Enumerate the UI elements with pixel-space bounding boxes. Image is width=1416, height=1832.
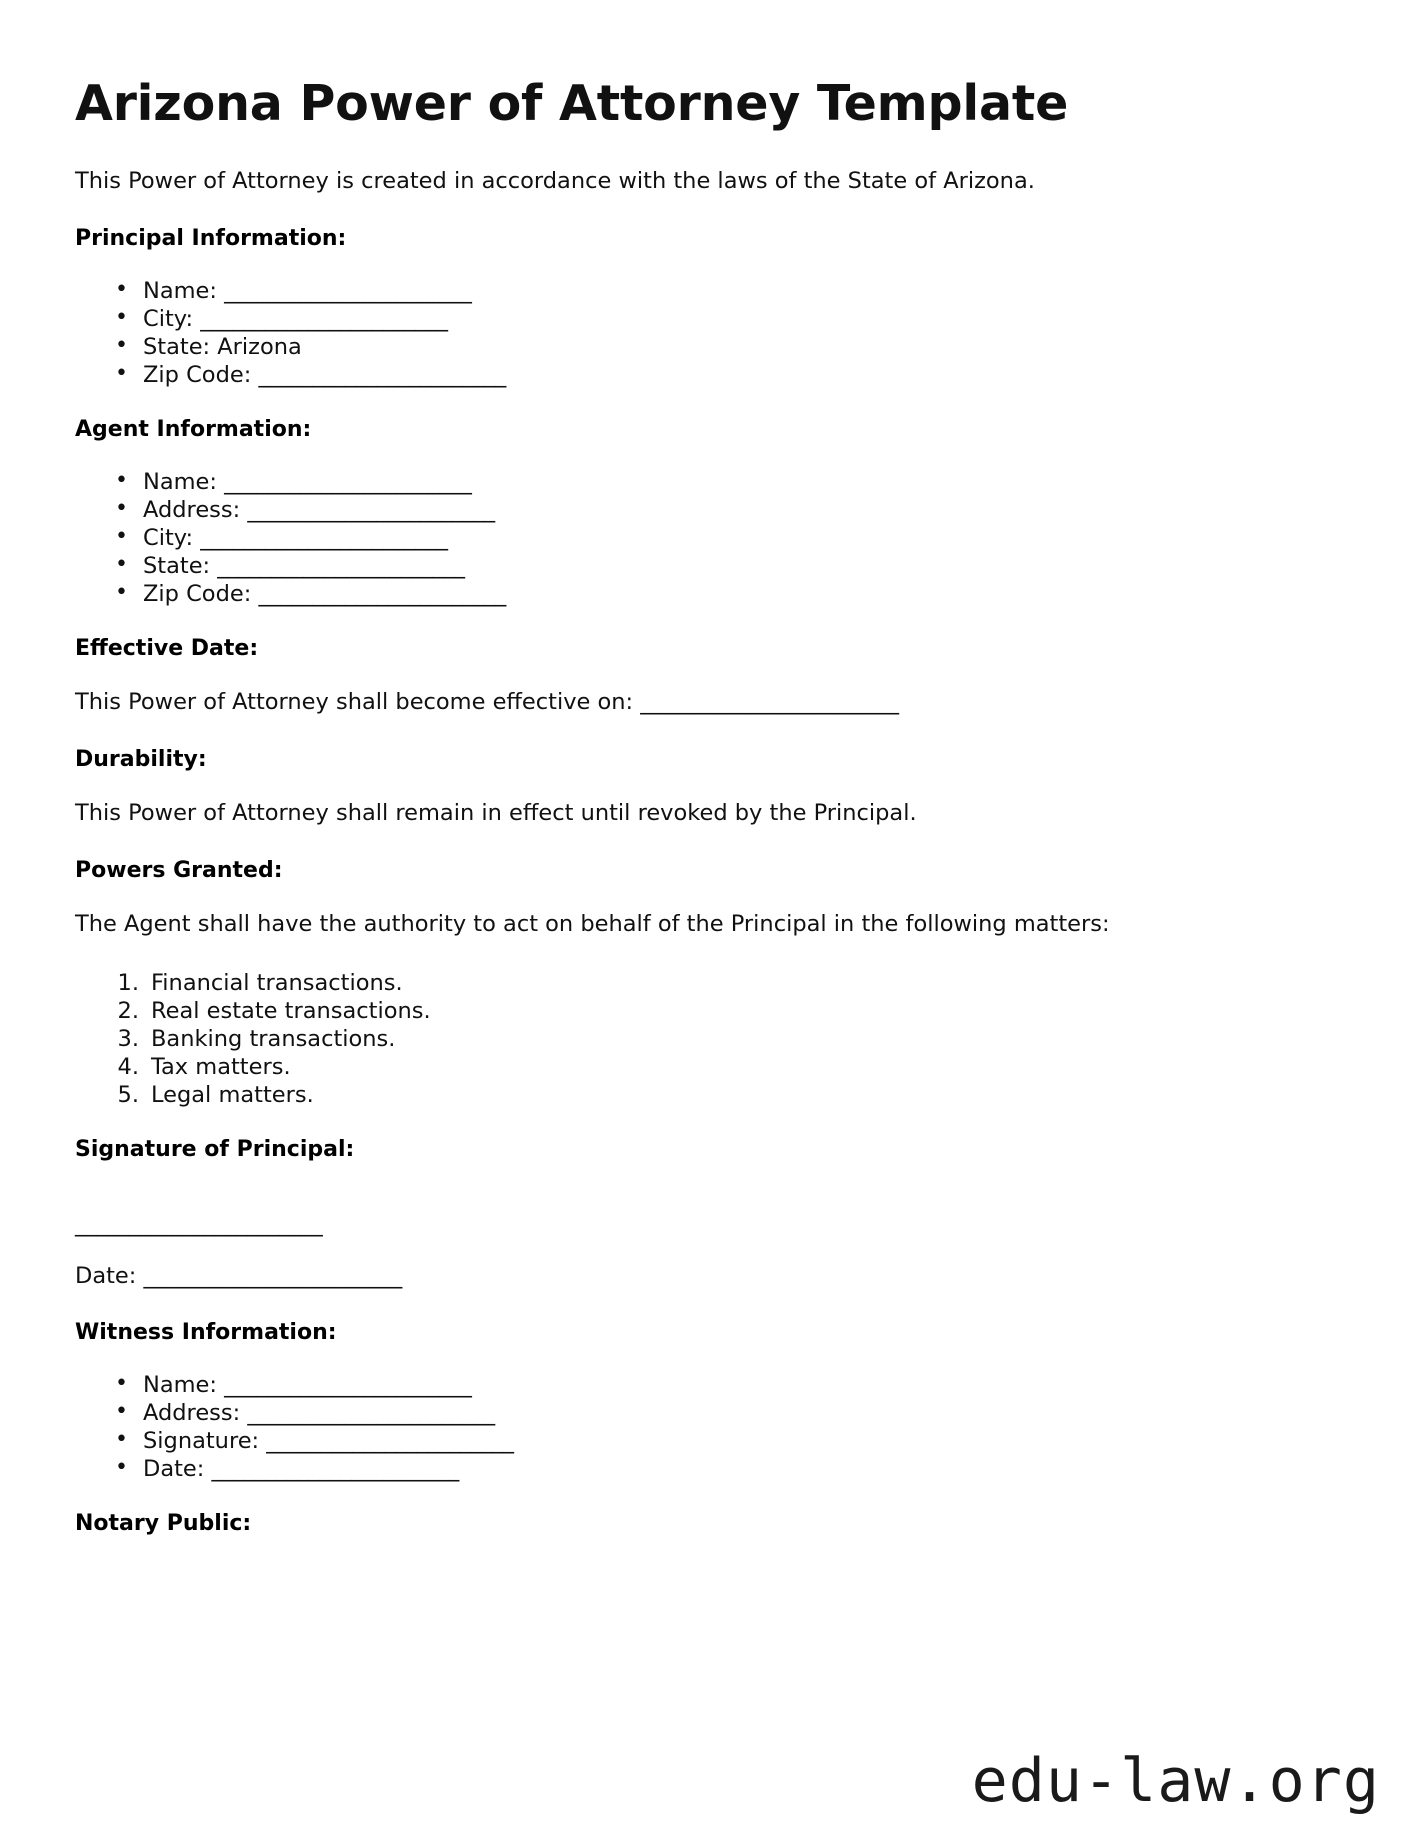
- effective-date-heading: Effective Date:: [75, 636, 259, 662]
- blank-field[interactable]: _______________________: [211, 1456, 459, 1483]
- list-item: [115, 496, 1316, 524]
- witness-information-heading: Witness Information:: [75, 1320, 337, 1346]
- list-item: [115, 1455, 1316, 1483]
- field-label: Zip Code:: [143, 581, 259, 608]
- list-item: [115, 524, 1316, 552]
- list-item: [115, 361, 1316, 389]
- field-label: Name:: [143, 278, 225, 305]
- witness-information-list: [75, 1371, 1316, 1483]
- field-label: Name:: [143, 469, 225, 496]
- field-label: Signature:: [143, 1428, 267, 1455]
- blank-field[interactable]: _______________________: [258, 362, 506, 389]
- list-item: [115, 1399, 1316, 1427]
- blank-field[interactable]: _______________________: [224, 278, 472, 305]
- list-item: [115, 580, 1316, 608]
- list-item: [115, 468, 1316, 496]
- list-item: [115, 305, 1316, 333]
- list-item: [115, 552, 1316, 580]
- blank-field[interactable]: _______________________: [200, 525, 448, 552]
- signature-of-principal-heading: Signature of Principal:: [75, 1137, 355, 1163]
- field-label: City:: [143, 525, 201, 552]
- blank-field[interactable]: _______________________: [224, 469, 472, 496]
- agent-information-list: [75, 468, 1316, 608]
- field-label: City:: [143, 306, 201, 333]
- principal-information-list: [75, 277, 1316, 389]
- blank-field[interactable]: _______________________: [258, 581, 506, 608]
- blank-field[interactable]: _______________________: [224, 1372, 472, 1399]
- principal-date-blank[interactable]: Date: _______________________: [75, 1263, 403, 1290]
- field-label: Name:: [143, 1372, 225, 1399]
- blank-field[interactable]: _______________________: [247, 1400, 495, 1427]
- field-label: State:: [143, 553, 218, 580]
- list-item: Real estate transactions.: [151, 998, 431, 1025]
- field-label: Date:: [143, 1456, 212, 1483]
- field-label: State: Arizona: [143, 334, 302, 361]
- blank-field[interactable]: _______________________: [266, 1428, 514, 1455]
- blank-field[interactable]: _______________________: [247, 497, 495, 524]
- intro-paragraph: This Power of Attorney is created in accordance with the laws of the State of Arizona.: [75, 168, 1035, 195]
- page-title: Arizona Power of Attorney Template: [75, 75, 1069, 132]
- field-label: Zip Code:: [143, 362, 259, 389]
- durability-heading: Durability:: [75, 747, 207, 773]
- list-item: Legal matters.: [151, 1082, 314, 1109]
- list-item: [115, 1427, 1316, 1455]
- principal-signature-blank[interactable]: _______________________: [75, 1211, 323, 1238]
- list-item: Banking transactions.: [151, 1026, 396, 1053]
- powers-granted-list: [75, 969, 1316, 1109]
- effective-date-paragraph: This Power of Attorney shall become effective on: _______________________: [75, 689, 900, 716]
- field-label: Address:: [143, 1400, 248, 1427]
- list-item: [115, 333, 1316, 361]
- notary-public-heading: Notary Public:: [75, 1511, 252, 1537]
- powers-granted-heading: Powers Granted:: [75, 858, 283, 884]
- agent-information-heading: Agent Information:: [75, 417, 312, 443]
- principal-information-heading: Principal Information:: [75, 226, 347, 252]
- durability-paragraph: This Power of Attorney shall remain in effect until revoked by the Principal.: [75, 800, 917, 827]
- site-watermark: edu-law.org: [971, 1746, 1380, 1816]
- list-item: [115, 277, 1316, 305]
- list-item: Financial transactions.: [151, 970, 403, 997]
- field-label: Address:: [143, 497, 248, 524]
- powers-granted-paragraph: The Agent shall have the authority to act on behalf of the Principal in the following matters:: [75, 911, 1110, 938]
- blank-field[interactable]: _______________________: [200, 306, 448, 333]
- blank-field[interactable]: _______________________: [217, 553, 465, 580]
- list-item: Tax matters.: [151, 1054, 291, 1081]
- list-item: [115, 1371, 1316, 1399]
